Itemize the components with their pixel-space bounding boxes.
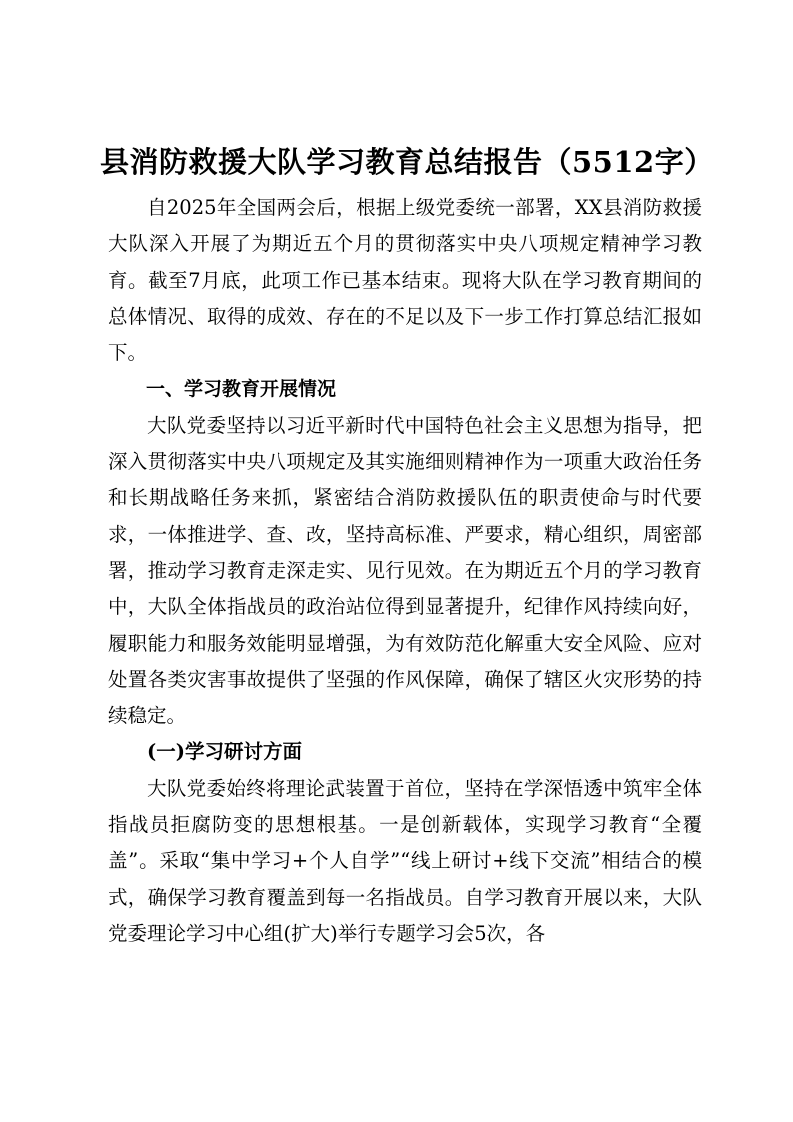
section-heading: 一、学习教育开展情况 xyxy=(146,378,337,401)
subsection-paragraph: 大队党委始终将理论武装置于首位，坚持在学深悟透中筑牢全体指战员拒腐防变的思想根基。一是创新载体，实现学习教育“全覆盖”。采取“集中学习+个人自学”“线上研讨+线下交流”相结合的模式，确保学习教育覆盖到每一名指战员。自学习教育开展以来，大队党委理论学习中心组(扩大)举行专题学习会5次，各 xyxy=(108,776,702,945)
section-paragraph: 大队党委坚持以习近平新时代中国特色社会主义思想为指导，把深入贯彻落实中央八项规定及其实施细则精神作为一项重大政治任务和长期战略任务来抓，紧密结合消防救援队伍的职责使命与时代要求，一体推进学、查、改，坚持高标准、严要求，精心组织，周密部署，推动学习教育走深走实、见行见效。在为期近五个月的学习教育中，大队全体指战员的政治站位得到显著提升，纪律作风持续向好，履职能力和服务效能明显增强，为有效防范化解重大安全风险、应对处置各类灾害事故提供了坚强的作风保障，确保了辖区火灾形势的持续稳定。 xyxy=(108,413,702,728)
document-title: 县消防救援大队学习教育总结报告（5512字） xyxy=(100,145,714,179)
subsection-heading: (一)学习研讨方面 xyxy=(147,740,302,764)
document-body xyxy=(108,190,702,952)
intro-paragraph: 自2025年全国两会后，根据上级党委统一部署，XX县消防救援大队深入开展了为期近五个月的贯彻落实中央八项规定精神学习教育。截至7月底，此项工作已基本结束。现将大队在学习教育期间的总体情况、取得的成效、存在的不足以及下一步工作打算总结汇报如下。 xyxy=(108,196,702,365)
